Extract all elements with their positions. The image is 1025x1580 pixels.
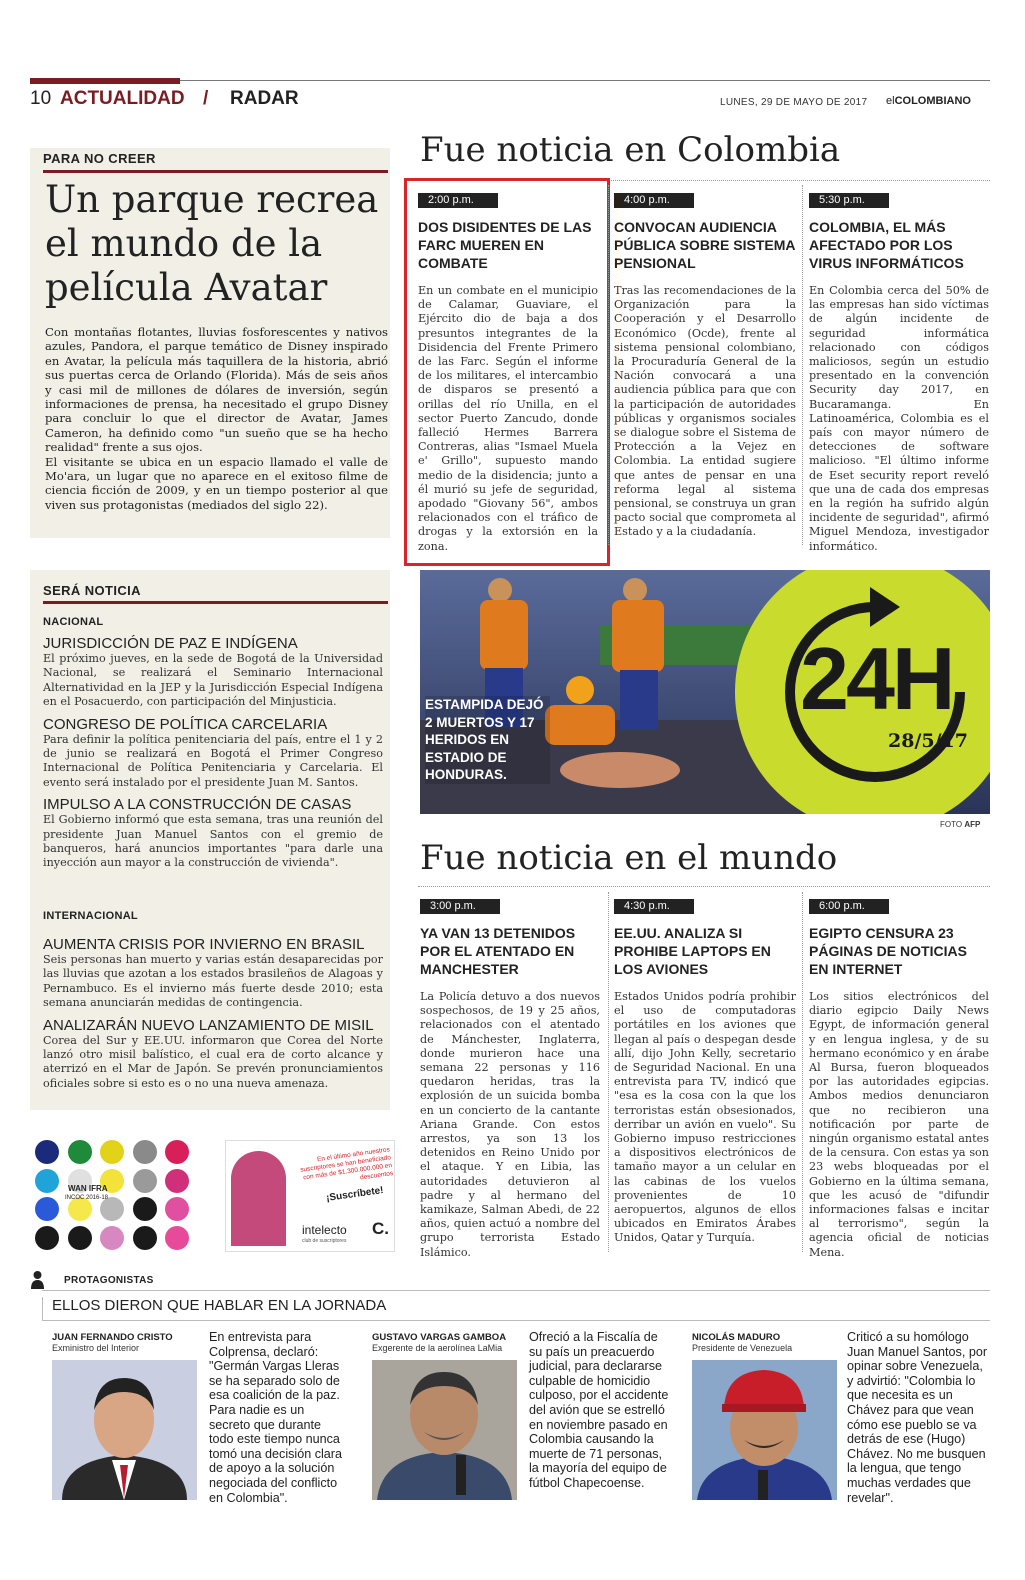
colombia-story bbox=[809, 193, 989, 554]
photo-credit bbox=[940, 820, 980, 829]
badge-24h-date: 28/5/17 bbox=[888, 730, 968, 752]
story-title: DOS DISIDENTES DE LAS FARC MUEREN EN COMBATE bbox=[418, 219, 592, 271]
sera-noticia-kicker: SERÁ NOTICIA bbox=[43, 583, 141, 598]
ad-photo bbox=[231, 1151, 286, 1246]
protagonistas-label: PROTAGONISTAS bbox=[64, 1275, 154, 1286]
color-swatch bbox=[35, 1140, 59, 1164]
column-divider bbox=[608, 185, 609, 545]
color-swatch bbox=[165, 1197, 189, 1221]
colombia-story bbox=[418, 193, 598, 554]
nacional-list bbox=[43, 635, 383, 871]
story-title: CONVOCAN AUDIENCIA PÚBLICA SOBRE SISTEMA PENSIONAL bbox=[614, 219, 795, 271]
item-head: CONGRESO DE POLÍTICA CARCELARIA bbox=[43, 715, 328, 733]
protagonist-card bbox=[52, 1330, 352, 1510]
date-line: LUNES, 29 DE MAYO DE 2017 bbox=[720, 97, 868, 108]
color-swatch bbox=[100, 1140, 124, 1164]
avatar-paragraph: El visitante se ubica en un espacio llamado el valle de Mo'ara, un lugar que no aparece en el exitoso filme de ciencia ficción de 2009, y en un tiempo posterior al que viven sus protagonistas (mediados del siglo 22). bbox=[45, 454, 388, 512]
time-badge: 2:00 p.m. bbox=[418, 193, 498, 208]
protagonist-card bbox=[372, 1330, 672, 1510]
story-title: YA VAN 13 DETENIDOS POR EL ATENTADO EN MANCHESTER bbox=[420, 925, 576, 977]
color-swatch bbox=[133, 1140, 157, 1164]
column-divider bbox=[802, 185, 803, 545]
protagonistas-subtitle: ELLOS DIERON QUE HABLAR EN LA JORNADA bbox=[52, 1297, 387, 1314]
colombia-story bbox=[614, 193, 796, 540]
mundo-story bbox=[420, 899, 600, 1260]
color-swatch bbox=[100, 1226, 124, 1250]
color-swatch-grid bbox=[35, 1140, 205, 1255]
story-body: Estados Unidos podría prohibir el uso de computadoras portátiles en los aviones que llegan al país o despegan desde allí, dijo John Kelly, secretario de Seguridad Nacional. En una entrevista para TV, indicó que "esa es la cosa con la que los terroristas están obsesionados, derribar un avión en vuelo". Su Gobierno impuso restricciones a dispositivos electrónicos de tamaño mayor a un celular en las cabinas de los vuelos provenientes de 10 aeropuertos, algunos de ellos ubicados en Emiratos Árabes Unidos, Qatar y Turquía. bbox=[614, 990, 796, 1245]
divider bbox=[418, 886, 990, 887]
story-body: Los sitios electrónicos del diario egipcio Daily News Egypt, de información general y en lengua inglesa, y de su hermano económico y en árabe Al Bursa, fueron bloqueados por las autoridades egipcias. Ambos medios denunciaron que no recibieron una notificación por parte de ningún organismo estatal antes de la censura. Con estas ya son 23 webs bloqueadas por el Gobierno en la última semana, que les acusó de "difundir informaciones falsas e incitar al terrorismo", según la agencia oficial de noticias Mena. bbox=[809, 990, 989, 1259]
color-swatch bbox=[133, 1197, 157, 1221]
avatar-body bbox=[45, 325, 388, 512]
time-badge: 5:30 p.m. bbox=[809, 193, 889, 208]
story-title: EGIPTO CENSURA 23 PÁGINAS DE NOTICIAS EN INTERNET bbox=[809, 925, 967, 977]
item-head: IMPULSO A LA CONSTRUCCIÓN DE CASAS bbox=[43, 796, 352, 814]
page-number: 10 bbox=[30, 88, 52, 109]
story-body: La Policía detuvo a dos nuevos sospechosos, de 19 y 25 años, relacionados con el atentado de Mánchester, Inglaterra, donde murieron hace una semana 22 personas y 116 quedaron heridas, tras la explosión de un suicida bomba en un concierto de la cantante Ariana Grande. Con estos arrestos, ya son 13 los detenidos en Reino Unido por el ataque. Y en Libia, las autoridades detuvieron al padre y al hermano del kamikaze, Salman Abedi, de 22 años, quien actuó a nombre del grupo terrorista Estado Islámico. bbox=[420, 990, 600, 1259]
photo-caption: ESTAMPIDA DEJÓ 2 MUERTOS Y 17 HERIDOS EN ESTADIO DE HONDURAS. bbox=[425, 696, 550, 784]
c-logo-icon: C. bbox=[372, 1219, 389, 1238]
color-swatch bbox=[165, 1226, 189, 1250]
protagonist-name: NICOLÁS MADURO bbox=[692, 1332, 781, 1343]
time-badge: 3:00 p.m. bbox=[420, 899, 500, 914]
avatar-paragraph: Con montañas flotantes, lluvias fosforescentes y nativos azules, Pandora, el parque temático de Disney inspirado en Avatar, la película más taquillera de la historia, abrió sus puertas cerca de Orlando (Florida). Más de seis años y casi mil de millones de dólares de inversión, según informaciones de prensa, ha necesitado el grupo Disney para concluir lo que el director de Avatar, James Cameron, ha definido como "un sueño que se ha hecho realidad" frente a sus ojos. bbox=[45, 325, 388, 455]
color-swatch bbox=[133, 1169, 157, 1193]
divider bbox=[42, 1297, 43, 1321]
protagonist-role: Exministro del Interior bbox=[52, 1343, 140, 1353]
item-body: El próximo jueves, en la sede de Bogotá de la Universidad Nacional, se realizará el Seminario Internacional Alternatividad en la JEP y la Jurisdicción Especial Indígena en el Posacuerdo, con participación del Minjusticia. bbox=[43, 652, 383, 709]
colombia-heading: Fue noticia en Colombia bbox=[420, 130, 841, 170]
person-icon bbox=[30, 1270, 45, 1290]
protagonist-name: GUSTAVO VARGAS GAMBOA bbox=[372, 1332, 507, 1343]
ad-brand: intelecto bbox=[302, 1223, 347, 1237]
brand-prefix: el bbox=[886, 95, 895, 107]
mundo-story bbox=[809, 899, 989, 1260]
para-no-creer-box bbox=[30, 148, 390, 538]
time-badge: 4:00 p.m. bbox=[614, 193, 694, 208]
stampede-photo bbox=[420, 570, 990, 814]
brand-name: COLOMBIANO bbox=[894, 95, 971, 107]
item-head: AUMENTA CRISIS POR INVIERNO EN BRASIL bbox=[43, 936, 365, 953]
story-title: EE.UU. ANALIZA SI PROHIBE LAPTOPS EN LOS AVIONES bbox=[614, 925, 771, 977]
item-body: Para definir la política penitenciaria del país, entre el 1 y 2 de junio se realizará en Bogotá el Primer Congreso Internacional de Política Penitenciaria y Carcelaria. El evento será instalado por el presidente Juan M. Santos. bbox=[43, 732, 383, 789]
protagonist-quote: En entrevista para Colprensa, declaró: "Germán Vargas Lleras se ha separado solo de esa coalición de la paz. Para nadie es un secreto que durante todo este tiempo nunca tomó una decisión clara de apoyo a la solución negociada del conflicto en Colombia". bbox=[209, 1330, 343, 1505]
time-badge: 4:30 p.m. bbox=[614, 899, 694, 914]
column-divider bbox=[802, 892, 803, 1252]
story-title: COLOMBIA, EL MÁS AFECTADO POR LOS VIRUS INFORMÁTICOS bbox=[809, 219, 964, 271]
color-swatch bbox=[35, 1169, 59, 1193]
color-swatch bbox=[35, 1197, 59, 1221]
photo-credit-label: FOTO bbox=[940, 820, 963, 829]
color-swatch bbox=[133, 1226, 157, 1250]
mundo-heading: Fue noticia en el mundo bbox=[420, 838, 838, 878]
protagonist-role: Exgerente de la aerolínea LaMia bbox=[372, 1343, 503, 1353]
protagonist-card bbox=[692, 1330, 990, 1510]
mundo-story bbox=[614, 899, 796, 1246]
item-body: El Gobierno informó que esta semana, tras una reunión del presidente Juan Manuel Santos con el gremio de banqueros, hará anuncios importantes "para darle una inyección aun mayor a la construcción de vivienda". bbox=[43, 813, 383, 870]
protagonist-quote: Criticó a su homólogo Juan Manuel Santos, por opinar sobre Venezuela, y advirtió: "Colombia lo que necesita es un Chávez para que vean cómo ese pueblo se va detrás de ese (Hugo) Chávez. No me busquen la lengua, que tengo muchas verdades que revelar". bbox=[847, 1330, 988, 1505]
top-rule bbox=[30, 78, 990, 84]
story-body: En Colombia cerca del 50% de las empresas han sido víctimas de algún incidente de seguridad informática relacionado con códigos maliciosos, según un estudio presentado en la convención Security day 2017, en Bucaramanga. En Latinoamérica, Colombia es el país con mayor número de detecciones de software malicioso. "El último informe de Eset security report reveló que una de cada dos empresas en la región ha sufrido algún incidente de seguridad", afirmó Miguel Mendoza, investigador informático. bbox=[809, 284, 989, 553]
protagonist-photo bbox=[372, 1360, 517, 1500]
section-separator: / bbox=[203, 88, 209, 109]
protagonist-quote: Ofreció a la Fiscalía de su país un preacuerdo judicial, para declararse culpable de homicidio culposo, por el accidente del avión que se estrelló en noviembre pasado en Colombia causando la muerte de 71 personas, la mayoría del equipo de fútbol Chapecoense. bbox=[529, 1330, 669, 1490]
wan-ifra-sub: INCOC 2016-18 bbox=[65, 1195, 109, 1201]
kicker-rule bbox=[43, 170, 388, 173]
protagonist-photo bbox=[52, 1360, 197, 1500]
internacional-list bbox=[43, 936, 383, 1091]
internacional-label: INTERNACIONAL bbox=[43, 910, 138, 922]
subscription-ad[interactable] bbox=[225, 1140, 395, 1252]
item-body: Seis personas han muerto y varias están desaparecidas por las lluvias que azotan a los estados brasileños de Alagoas y Pernambuco. Es el invierno más fuerte desde 2010; esta semana anunciarán medidas de contingencia. bbox=[43, 953, 383, 1010]
wan-ifra-logo: WAN IFRA bbox=[68, 1184, 108, 1193]
kicker-rule bbox=[43, 601, 388, 604]
protagonist-role: Presidente de Venezuela bbox=[692, 1343, 793, 1353]
color-swatch bbox=[165, 1169, 189, 1193]
para-no-creer-kicker: PARA NO CREER bbox=[43, 151, 156, 166]
time-badge: 6:00 p.m. bbox=[809, 899, 889, 914]
protagonist-photo bbox=[692, 1360, 837, 1500]
page-header bbox=[30, 88, 990, 114]
color-swatch bbox=[165, 1140, 189, 1164]
badge-24h-text: 24H bbox=[800, 629, 953, 728]
photo-credit-name: AFP bbox=[964, 820, 981, 829]
divider bbox=[42, 1290, 990, 1291]
ad-brand-sub: club de suscriptores bbox=[302, 1238, 347, 1244]
section-name: ACTUALIDAD bbox=[60, 88, 185, 109]
item-body: Corea del Sur y EE.UU. informaron que Corea del Norte lanzó otro misil balístico, el cual era de corto alcance y aterrizó en el Mar de Japón. Se prevén pronunciamientos oficiales sobre si esto es o no una nueva amenaza. bbox=[43, 1033, 383, 1090]
color-swatch bbox=[68, 1140, 92, 1164]
story-body: Tras las recomendaciones de la Organización para la Cooperación y el Desarrollo Económico (Ocde), frente al sistema pensional colombiano, la Procuraduría General de la Nación convocará a una audiencia pública para que con la participación de autoridades públicas y organismos sociales se dialogue sobre el Sistema de Protección a la Vejez en Colombia. La entidad sugiere que antes de pensar en una reforma legal al sistema pensional, se construya un gran pacto social que comprometa al Estado y a la ciudadanía. bbox=[614, 284, 796, 539]
nacional-label: NACIONAL bbox=[43, 616, 104, 628]
item-head: ANALIZARÁN NUEVO LANZAMIENTO DE MISIL bbox=[43, 1016, 374, 1034]
ad-cta[interactable]: ¡Suscríbete! bbox=[325, 1185, 385, 1204]
story-body: En un combate en el municipio de Calamar, Guaviare, el Ejército dio de baja a dos presuntos integrantes de la Disidencia del Frente Primero de las Farc. Según el informe de los militares, el intercambio de disparos se presentó a orillas del río Unilla, en el sector Puerto Zancudo, donde falleció Hermes Barrera Contreras, alias "Ismael Muela e' Grillo", supuesto mando medio de la disidencia; junto a él murió su jefe de seguridad, apodado "Giovany 56", ambos relacionados con el tráfico de drogas y la extorsión en la zona. bbox=[418, 284, 598, 553]
subsection-name: RADAR bbox=[230, 88, 299, 109]
divider bbox=[42, 1320, 990, 1321]
sera-noticia-box bbox=[30, 570, 390, 1110]
color-swatch bbox=[35, 1226, 59, 1250]
avatar-headline: Un parque recrea el mundo de la película Avatar bbox=[45, 178, 379, 309]
column-divider bbox=[608, 892, 609, 1252]
brand-logo bbox=[886, 95, 971, 107]
ad-text: En el último año nuestros suscriptores se han beneficiado con más de $1.300.000.000 en descuentos bbox=[299, 1146, 394, 1182]
item-head: JURISDICCIÓN DE PAZ E INDÍGENA bbox=[43, 635, 298, 652]
color-swatch bbox=[68, 1226, 92, 1250]
protagonist-name: JUAN FERNANDO CRISTO bbox=[52, 1332, 173, 1343]
